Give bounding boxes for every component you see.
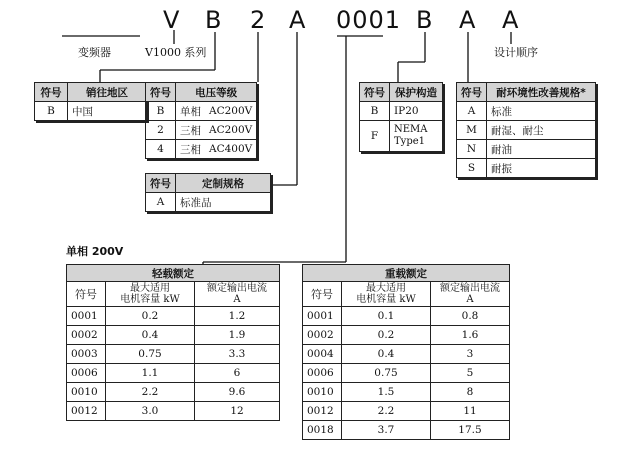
protection-value-cell: NEMA Type1	[390, 121, 443, 152]
protection-header-symbol: 符号	[360, 83, 390, 102]
table-row	[67, 383, 280, 402]
voltage-value-cell: AC200V	[205, 121, 257, 140]
symbol-cell: 0003	[67, 345, 106, 364]
light-col-current-line1: 额定输出电流	[207, 283, 267, 294]
code-char-design: A	[502, 6, 519, 34]
table-row	[303, 383, 510, 402]
symbol-cell: 0010	[67, 383, 106, 402]
heavy-col-motor-line1: 最大适用	[366, 283, 406, 294]
env-symbol-cell: M	[457, 121, 487, 140]
light-col-current	[195, 282, 280, 307]
current-cell: 5	[431, 364, 510, 383]
section-title: 单相 200V	[66, 245, 124, 258]
env-symbol-cell: A	[457, 102, 487, 121]
env-spec-cell: 标准	[487, 102, 596, 121]
heavy-col-current-line1: 额定输出电流	[440, 283, 500, 294]
motor-kw-cell: 0.2	[106, 307, 195, 326]
current-cell: 8	[431, 383, 510, 402]
current-cell: 9.6	[195, 383, 280, 402]
symbol-cell: 0018	[303, 421, 342, 440]
code-char-capacity: 0001	[336, 6, 402, 34]
voltage-symbol-cell: 4	[146, 140, 176, 159]
table-row	[457, 102, 596, 121]
symbol-cell: 0012	[303, 402, 342, 421]
table-row	[303, 345, 510, 364]
symbol-cell: 0012	[67, 402, 106, 421]
motor-kw-cell: 0.1	[342, 307, 431, 326]
region-symbol-cell: B	[35, 102, 68, 121]
table-row	[303, 421, 510, 440]
heavy-col-motor	[342, 282, 431, 307]
motor-kw-cell: 0.2	[342, 326, 431, 345]
current-cell: 1.9	[195, 326, 280, 345]
light-col-motor-line1: 最大适用	[130, 283, 170, 294]
region-header-symbol: 符号	[35, 83, 68, 102]
symbol-cell: 0001	[303, 307, 342, 326]
motor-kw-cell: 1.1	[106, 364, 195, 383]
light-col-current-line2: A	[233, 294, 241, 305]
table-row	[67, 364, 280, 383]
symbol-cell: 0006	[303, 364, 342, 383]
env-header-spec: 耐环境性改善规格*	[487, 83, 596, 102]
voltage-header-symbol: 符号	[146, 83, 176, 102]
light-col-motor-line2: 电机容量 kW	[120, 294, 180, 305]
light-col-motor	[106, 282, 195, 307]
code-char-protection: B	[416, 6, 433, 34]
table-row	[146, 121, 257, 140]
table-row	[67, 326, 280, 345]
heavy-col-motor-line2: 电机容量 kW	[356, 294, 416, 305]
protection-header-structure: 保护构造	[390, 83, 443, 102]
table-row	[67, 402, 280, 421]
light-load-table	[66, 264, 280, 421]
table-row	[146, 140, 257, 159]
table-row	[67, 345, 280, 364]
light-load-title: 轻载额定	[67, 265, 280, 282]
current-cell: 1.2	[195, 307, 280, 326]
current-cell: 0.8	[431, 307, 510, 326]
table-row	[35, 102, 147, 121]
motor-kw-cell: 2.2	[342, 402, 431, 421]
protection-value-cell: IP20	[390, 102, 443, 121]
env-spec-cell: 耐湿、耐尘	[487, 121, 596, 140]
region-area-cell: 中国	[68, 102, 147, 121]
heavy-col-current	[431, 282, 510, 307]
custom-spec-table	[145, 173, 271, 212]
symbol-cell: 0002	[67, 326, 106, 345]
heavy-load-title: 重载额定	[303, 265, 510, 282]
env-symbol-cell: S	[457, 159, 487, 178]
current-cell: 3.3	[195, 345, 280, 364]
motor-kw-cell: 0.75	[342, 364, 431, 383]
custom-header-spec: 定制规格	[176, 174, 271, 193]
motor-kw-cell: 0.4	[106, 326, 195, 345]
env-symbol-cell: N	[457, 140, 487, 159]
current-cell: 11	[431, 402, 510, 421]
voltage-table	[145, 82, 257, 159]
current-cell: 6	[195, 364, 280, 383]
motor-kw-cell: 1.5	[342, 383, 431, 402]
voltage-value-cell: AC400V	[205, 140, 257, 159]
table-row	[146, 102, 257, 121]
protection-symbol-cell: F	[360, 121, 390, 152]
current-cell: 12	[195, 402, 280, 421]
voltage-symbol-cell: B	[146, 102, 176, 121]
env-spec-cell: 耐振	[487, 159, 596, 178]
region-table	[34, 82, 147, 121]
motor-kw-cell: 3.7	[342, 421, 431, 440]
code-char-region: B	[205, 6, 222, 34]
table-row	[360, 121, 443, 152]
heavy-col-symbol: 符号	[303, 282, 342, 307]
voltage-symbol-cell: 2	[146, 121, 176, 140]
environment-table	[456, 82, 596, 178]
voltage-phase-cell: 三相	[176, 121, 206, 140]
symbol-cell: 0006	[67, 364, 106, 383]
table-row	[303, 307, 510, 326]
custom-header-symbol: 符号	[146, 174, 176, 193]
env-header-symbol: 符号	[457, 83, 487, 102]
protection-table	[359, 82, 443, 152]
label-series: V1000 系列	[145, 46, 207, 59]
table-row	[67, 307, 280, 326]
env-spec-cell: 耐油	[487, 140, 596, 159]
current-cell: 17.5	[431, 421, 510, 440]
symbol-cell: 0001	[67, 307, 106, 326]
custom-symbol-cell: A	[146, 193, 176, 212]
table-row	[457, 140, 596, 159]
light-col-symbol: 符号	[67, 282, 106, 307]
voltage-value-cell: AC200V	[205, 102, 257, 121]
table-row	[360, 102, 443, 121]
heavy-load-table	[302, 264, 510, 440]
current-cell: 3	[431, 345, 510, 364]
table-row	[146, 193, 271, 212]
code-char-environment: A	[459, 6, 476, 34]
table-row	[303, 402, 510, 421]
motor-kw-cell: 2.2	[106, 383, 195, 402]
table-row	[457, 121, 596, 140]
symbol-cell: 0004	[303, 345, 342, 364]
voltage-header-class: 电压等级	[176, 83, 257, 102]
motor-kw-cell: 0.4	[342, 345, 431, 364]
symbol-cell: 0010	[303, 383, 342, 402]
label-design-order: 设计顺序	[494, 46, 538, 59]
table-row	[457, 159, 596, 178]
heavy-col-current-line2: A	[466, 294, 474, 305]
table-row	[303, 364, 510, 383]
table-row	[303, 326, 510, 345]
current-cell: 1.6	[431, 326, 510, 345]
protection-symbol-cell: B	[360, 102, 390, 121]
code-dashes	[62, 14, 68, 38]
label-inverter: 变频器	[78, 46, 111, 59]
code-char-series: V	[163, 6, 180, 34]
code-char-custom: A	[289, 6, 306, 34]
symbol-cell: 0002	[303, 326, 342, 345]
motor-kw-cell: 3.0	[106, 402, 195, 421]
code-char-voltage: 2	[250, 6, 266, 34]
voltage-phase-cell: 三相	[176, 140, 206, 159]
voltage-phase-cell: 单相	[176, 102, 206, 121]
motor-kw-cell: 0.75	[106, 345, 195, 364]
custom-spec-cell: 标准品	[176, 193, 271, 212]
region-header-area: 销往地区	[68, 83, 147, 102]
